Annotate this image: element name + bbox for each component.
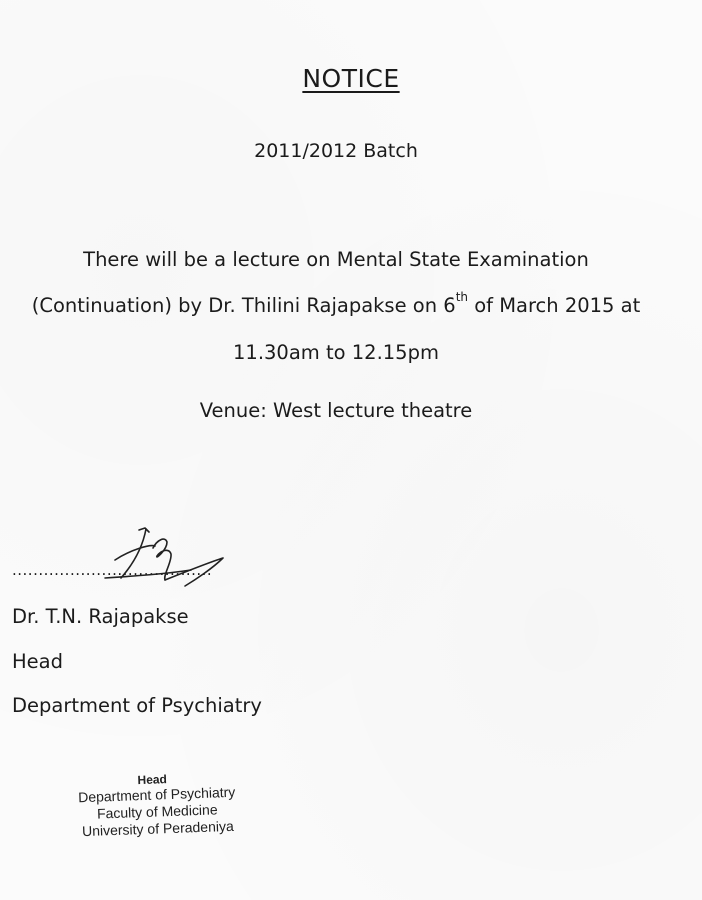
lecture-line-1: There will be a lecture on Mental State Examination (83, 248, 589, 271)
date-ordinal-suffix: th (455, 290, 468, 304)
lecture-line-2-start: (Continuation) by Dr. Thilini Rajapakse on 6 (31, 294, 456, 317)
official-stamp (56, 769, 258, 841)
stamp-university: University of Peradeniya (81, 817, 235, 840)
signature-dotted-line: ...................................... (12, 561, 213, 579)
stamp-department: Department of Psychiatry (77, 783, 236, 806)
stamp-faculty: Faculty of Medicine (96, 801, 218, 822)
lecture-venue: Venue: West lecture theatre (199, 399, 473, 422)
signatory-department: Department of Psychiatry (12, 694, 262, 717)
signatory-position: Head (12, 650, 63, 673)
notice-title: NOTICE (302, 64, 400, 93)
signatory-name: Dr. T.N. Rajapakse (12, 605, 189, 628)
handwritten-signature (95, 520, 230, 590)
lecture-line-2-end: of March 2015 at (468, 294, 641, 317)
lecture-line-2 (0, 290, 672, 317)
stamp-head: Head (137, 772, 168, 788)
lecture-time: 11.30am to 12.15pm (233, 341, 439, 364)
batch-label: 2011/2012 Batch (254, 140, 418, 162)
